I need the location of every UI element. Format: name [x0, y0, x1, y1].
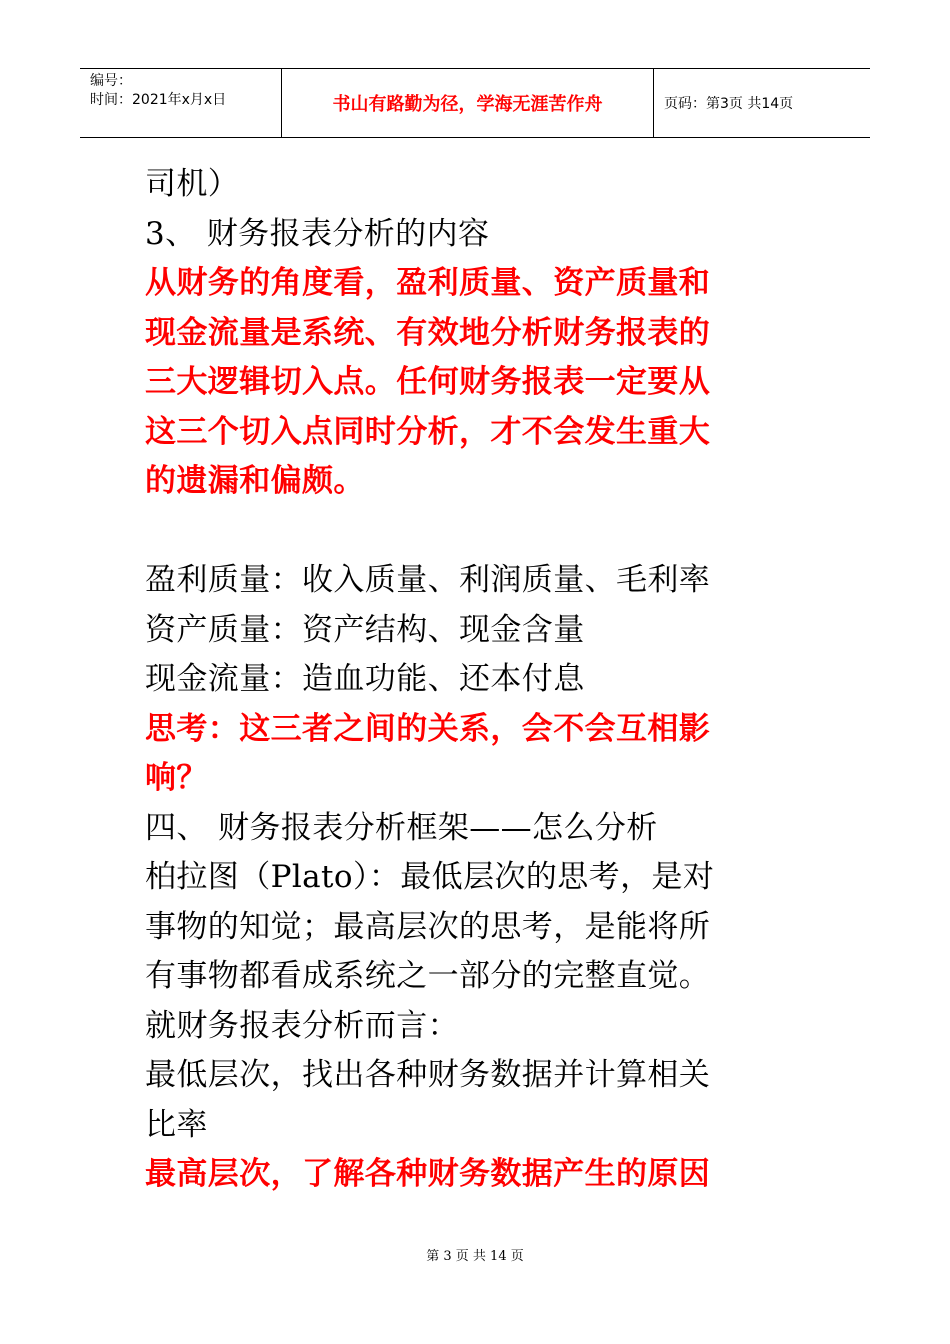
time-label: 时间：2021年x月x日 [90, 92, 227, 108]
header-motto: 书山有路勤为径，学海无涯苦作舟 [282, 69, 654, 137]
body-line: 最高层次，了解各种财务数据产生的原因 [145, 1156, 711, 1192]
header-meta [80, 69, 282, 137]
body-line: 3、 财务报表分析的内容 [145, 215, 490, 252]
body-line: 的遗漏和偏颇。 [145, 463, 365, 499]
body-line: 资产质量：资产结构、现金含量 [145, 611, 585, 648]
body-line: 现金流量是系统、有效地分析财务报表的 [145, 314, 711, 351]
body-line: 事物的知觉；最高层次的思考，是能将所 [145, 908, 711, 945]
body-line: 从财务的角度看，盈利质量、资产质量和 [145, 265, 711, 301]
page-footer: 第 3 页 共 14 页 [426, 1249, 524, 1264]
body-line: 四、 财务报表分析框架——怎么分析 [145, 809, 658, 846]
page-header [80, 68, 870, 138]
body-line: 就财务报表分析而言： [145, 1007, 459, 1044]
body-line: 这三个切入点同时分析，才不会发生重大 [145, 413, 711, 450]
body-line: 盈利质量：收入质量、利润质量、毛利率 [145, 562, 711, 598]
body-line: 思考：这三者之间的关系，会不会互相影 [145, 710, 711, 747]
body-line: 司机） [145, 166, 240, 202]
body-line: 柏拉图（Plato）：最低层次的思考，是对 [145, 859, 715, 895]
blank-line [145, 507, 815, 557]
document-body [145, 160, 815, 1200]
body-line: 有事物都看成系统之一部分的完整直觉。 [145, 958, 711, 994]
number-label: 编号： [90, 73, 132, 89]
body-line: 比率 [145, 1106, 208, 1143]
body-line: 现金流量：造血功能、还本付息 [145, 661, 585, 697]
body-line: 三大逻辑切入点。任何财务报表一定要从 [145, 364, 711, 400]
body-line: 响？ [145, 760, 208, 796]
body-line: 最低层次，找出各种财务数据并计算相关 [145, 1057, 711, 1093]
header-page-info: 页码：第3页 共14页 [664, 96, 794, 112]
